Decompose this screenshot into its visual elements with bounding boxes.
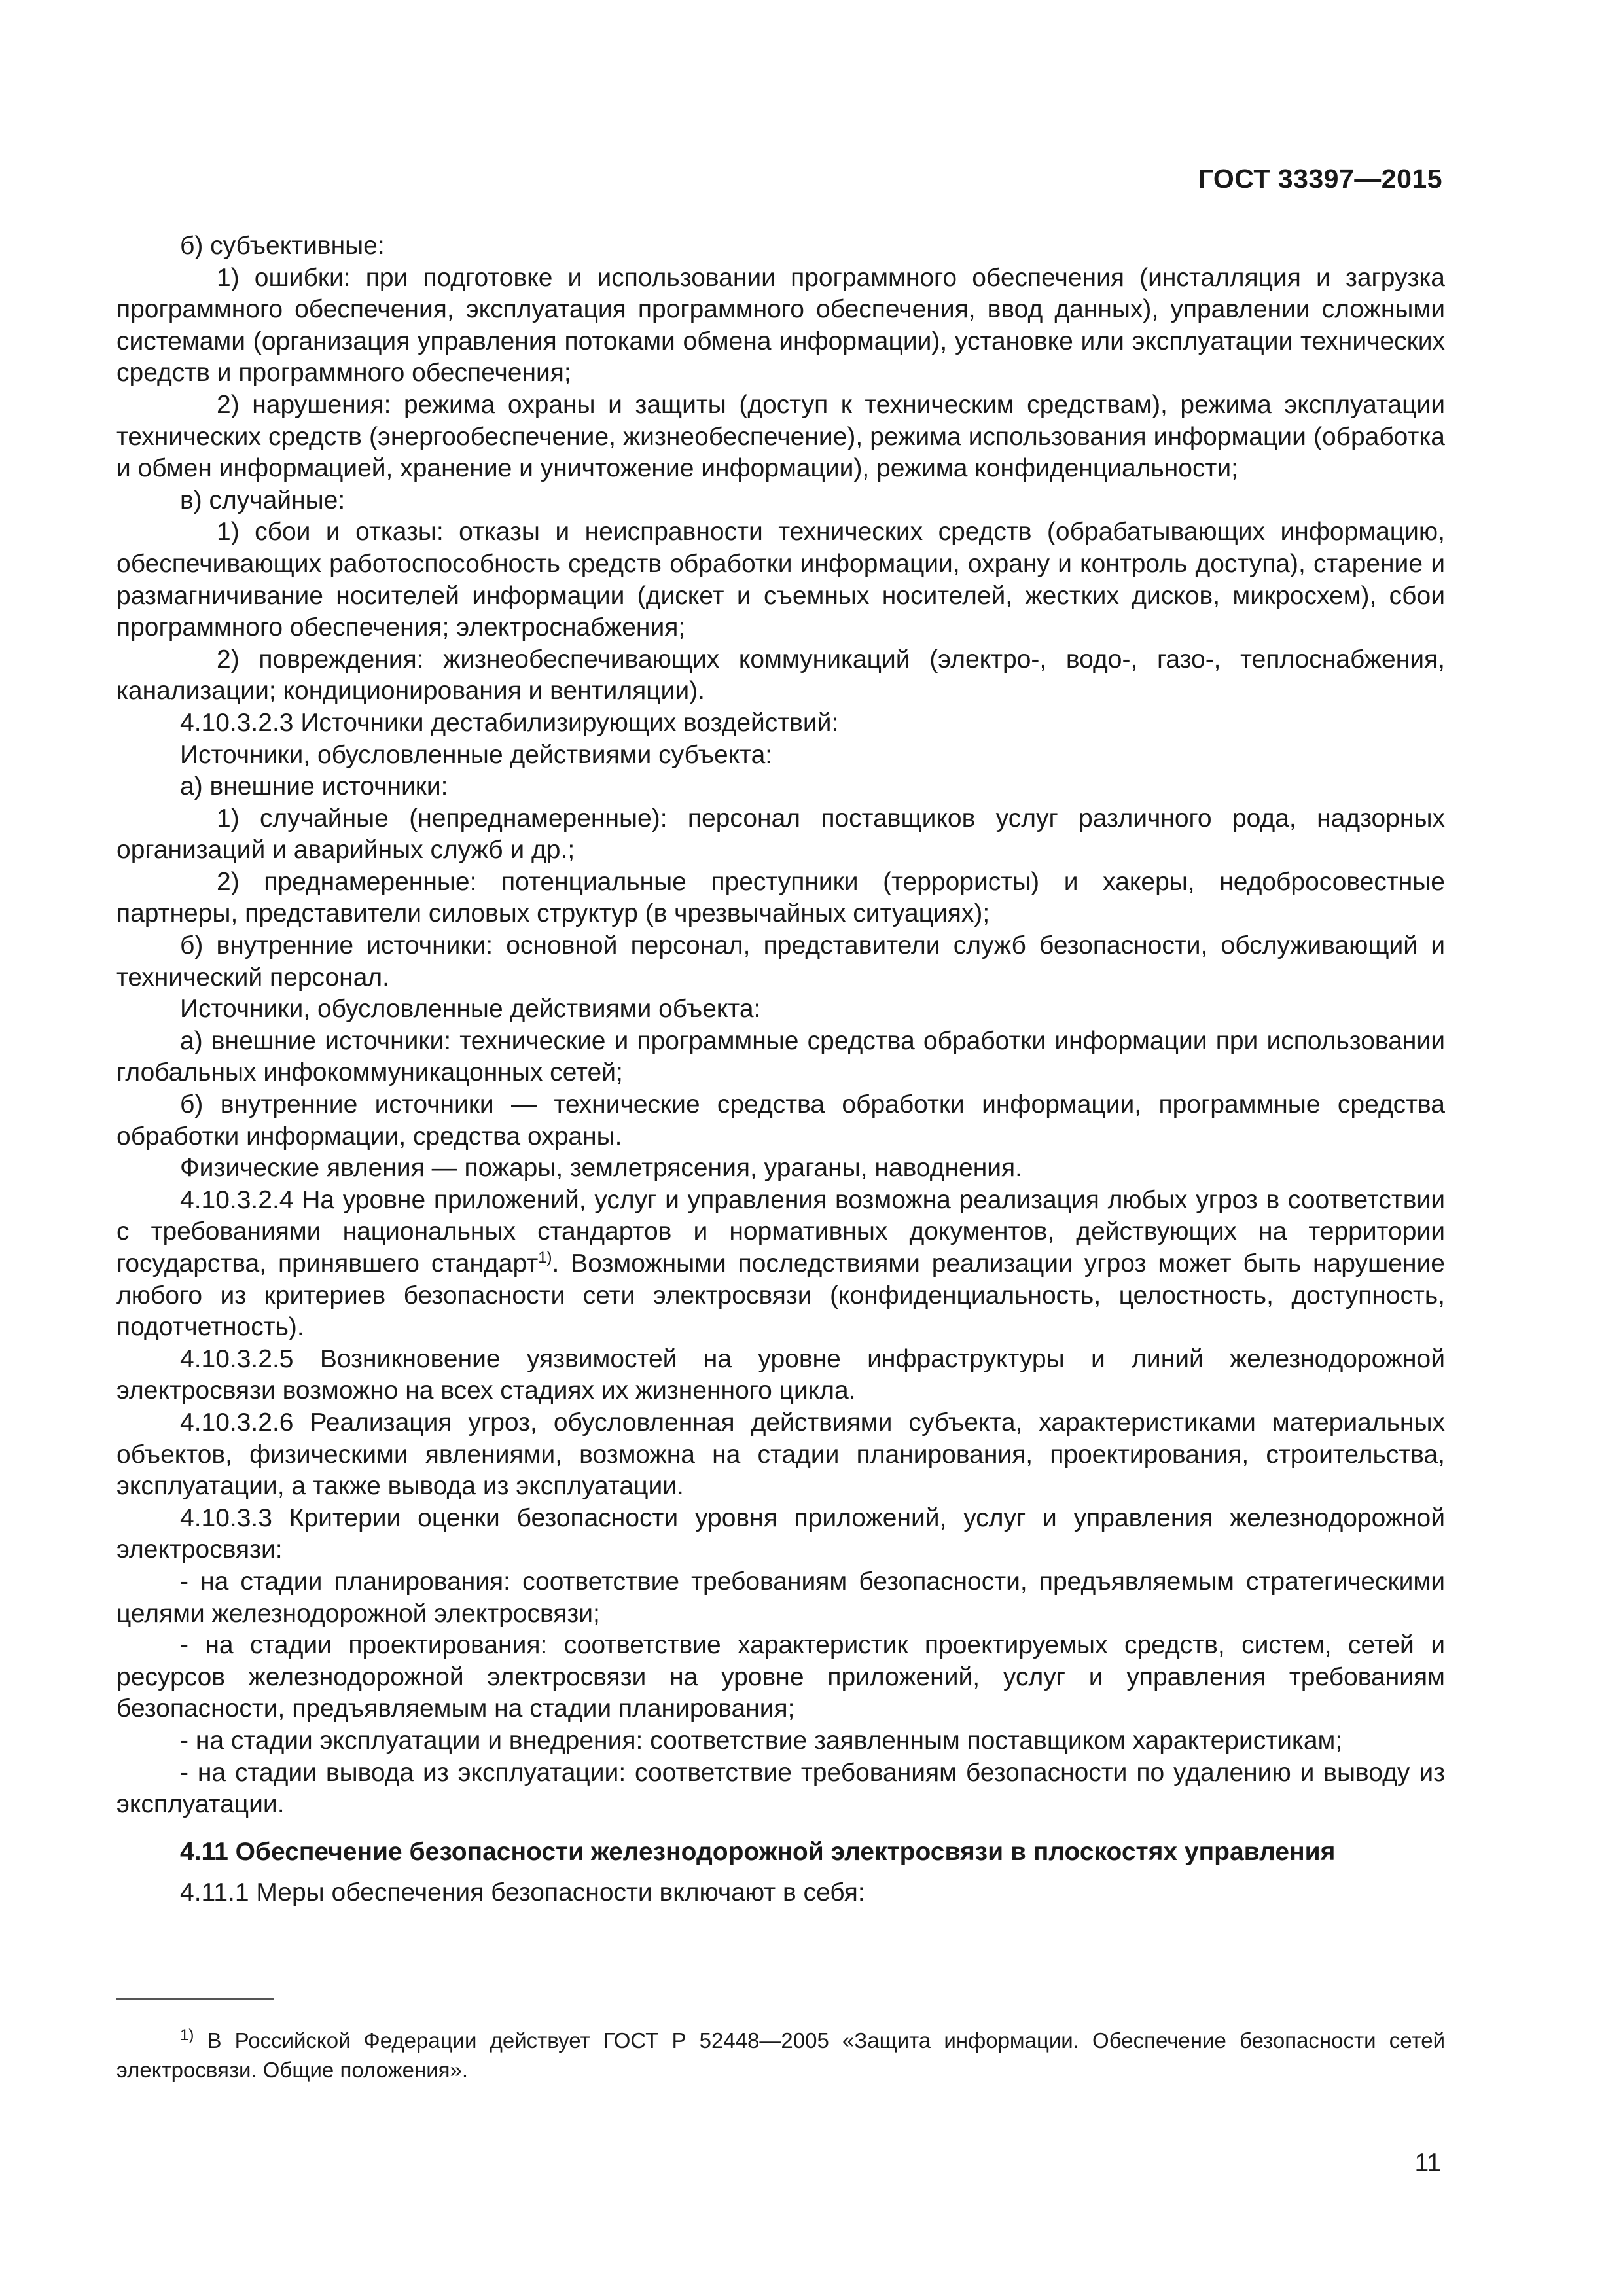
list-item: - на стадии вывода из эксплуатации: соответствие требованиям безопасности по удалению и выводу из эксплуатации.	[116, 1758, 1445, 1819]
footnote-reference: 1)	[538, 1249, 552, 1266]
paragraph: в) случайные:	[180, 486, 346, 514]
paragraph: 2) преднамеренные: потенциальные преступники (террористы) и хакеры, недобросовестные партнеры, представители силовых структур (в чрезвычайных ситуациях);	[116, 867, 1445, 928]
list-item: - на стадии эксплуатации и внедрения: соответствие заявленным поставщиком характеристикам;	[180, 1726, 1343, 1755]
list-item: - на стадии проектирования: соответствие характеристик проектируемых средств, систем, сетей и ресурсов железнодорожной электросвязи на уровне приложений, услуг и управления требованиям безопасности, предъявляемым на стадии планирования;	[116, 1631, 1445, 1723]
paragraph: 2) повреждения: жизнеобеспечивающих коммуникаций (электро-, водо-, газо-, теплоснабжения, канализации; кондиционирования и вентиляции).	[116, 645, 1445, 706]
paragraph: 4.10.3.3 Критерии оценки безопасности уровня приложений, услуг и управления железнодорожной электросвязи:	[116, 1503, 1445, 1564]
page-number: 11	[1414, 2149, 1441, 2177]
paragraph: 1) ошибки: при подготовке и использовании программного обеспечения (инсталляция и загрузка программного обеспечения, эксплуатация программного обеспечения, ввод данных), управлении сложными системами (организация управления потоками обмена информации), установке или эксплуатации технических средств и программного обеспечения;	[116, 263, 1445, 387]
footnote-marker: 1)	[180, 2026, 194, 2044]
paragraph: 1) случайные (непреднамеренные): персонал поставщиков услуг различного рода, надзорных организаций и аварийных служб и др.;	[116, 804, 1445, 865]
paragraph: 1) сбои и отказы: отказы и неисправности технических средств (обрабатывающих информацию, обеспечивающих работоспособность средств обработки информации, охрану и контроль доступа), старение и размагничивание носителей информации (дискет и съемных носителей, жестких дисков, микросхем), сбои программного обеспечения; электроснабжения;	[116, 518, 1445, 642]
paragraph: 4.10.3.2.5 Возникновение уязвимостей на уровне инфраструктуры и линий железнодорожной электросвязи возможно на всех стадиях их жизненного цикла.	[116, 1344, 1445, 1405]
paragraph: Физические явления — пожары, землетрясения, ураганы, наводнения.	[180, 1154, 1022, 1183]
paragraph: 4.11.1 Меры обеспечения безопасности включают в себя:	[180, 1878, 865, 1907]
paragraph: 4.10.3.2.6 Реализация угроз, обусловленная действиями субъекта, характеристиками материальных объектов, физическими явлениями, возможна на стадии планирования, проектирования, строительства, эксплуатации, а также вывода из эксплуатации.	[116, 1408, 1445, 1501]
footnote-separator	[116, 1998, 274, 2000]
paragraph: Источники, обусловленные действиями субъекта:	[180, 740, 773, 769]
paragraph: а) внешние источники:	[180, 772, 448, 801]
footnote-text: В Российской Федерации действует ГОСТ Р 52448—2005 «Защита информации. Обеспечение безопасности сетей электросвязи. Общие положения».	[116, 2028, 1445, 2082]
document-body	[116, 230, 1445, 1909]
paragraph: б) субъективные:	[180, 232, 385, 260]
paragraph: Источники, обусловленные действиями объекта:	[180, 995, 761, 1024]
paragraph-text: . Возможными последствиями реализации угроз может быть нарушение любого из критериев безопасности сети электросвязи (конфиденциальность, целостность, доступность, подотчетность).	[116, 1249, 1445, 1342]
footnote	[116, 2026, 1445, 2085]
paragraph: б) внутренние источники — технические средства обработки информации, программные средства обработки информации, средства охраны.	[116, 1090, 1445, 1151]
paragraph: б) внутренние источники: основной персонал, представители служб безопасности, обслуживающий и технический персонал.	[116, 931, 1445, 992]
paragraph-text: 4.10.3.2.4 На уровне приложений, услуг и управления возможна реализация любых угроз в соответствии с требованиями национальных стандартов и нормативных документов, действующих на территории государства, принявшего стандарт	[116, 1185, 1445, 1278]
section-heading: 4.11 Обеспечение безопасности железнодорожной электросвязи в плоскостях управления	[180, 1837, 1336, 1866]
paragraph: 2) нарушения: режима охраны и защиты (доступ к техническим средствам), режима эксплуатации технических средств (энергообеспечение, жизнеобеспечение), режима использования информации (обработка и обмен информацией, хранение и уничтожение информации), режима конфиденциальности;	[116, 390, 1445, 483]
list-item: - на стадии планирования: соответствие требованиям безопасности, предъявляемым стратегическими целями железнодорожной электросвязи;	[116, 1567, 1445, 1628]
paragraph: 4.10.3.2.3 Источники дестабилизирующих воздействий:	[180, 708, 839, 737]
paragraph-with-footnote-ref	[116, 1185, 1445, 1344]
paragraph: а) внешние источники: технические и программные средства обработки информации при использовании глобальных инфокоммуникацонных сетей;	[116, 1026, 1445, 1087]
document-code-header: ГОСТ 33397—2015	[1198, 164, 1442, 194]
